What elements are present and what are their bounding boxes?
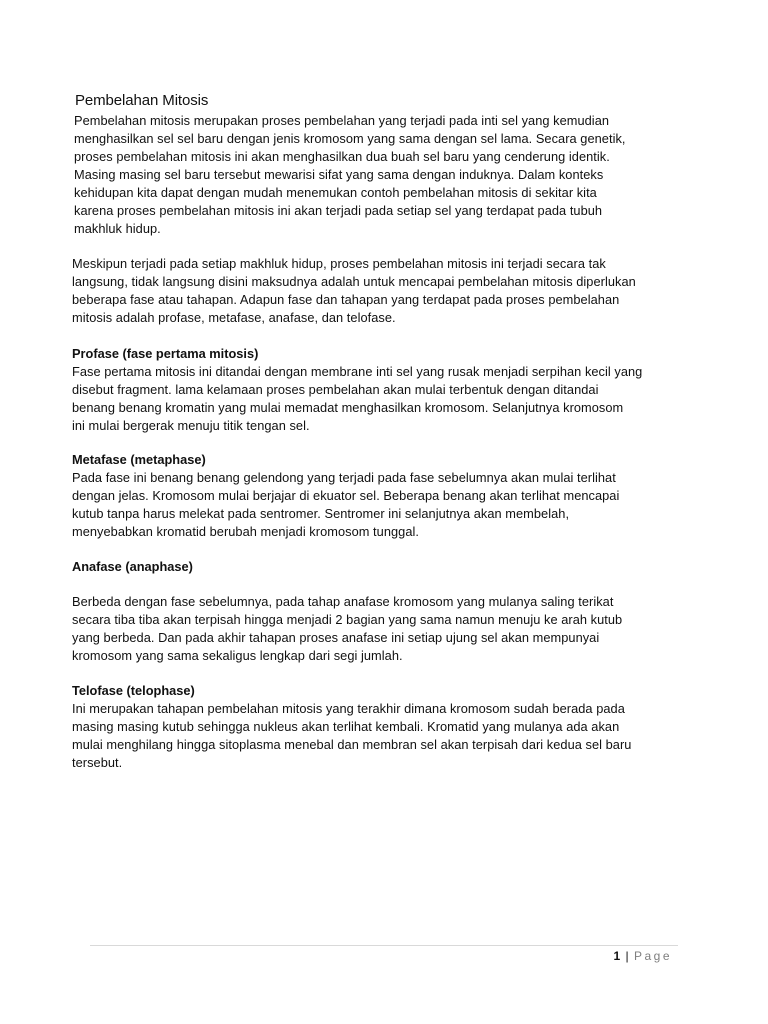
telofase-paragraph: Ini merupakan tahapan pembelahan mitosis yang terakhir dimana kromosom sudah berada pada masing masing kutub sehingga nukleus akan terlihat kembali. Kromatid yang mulanya ada akan mulai menghilang hingga sitoplasma menebal dan membran sel akan terpisah dari kedua sel baru tersebut.: [72, 701, 632, 770]
telofase-heading: Telofase (telophase): [72, 683, 195, 698]
metafase-paragraph: Pada fase ini benang benang gelendong yang terjadi pada fase sebelumnya akan mulai terlihat dengan jelas. Kromosom mulai berjajar di ekuator sel. Beberapa benang akan terlihat mencapai kutub tanpa harus melekat pada sentromer. Sentromer ini selanjutnya akan membelah, menyebabkan kromatid berubah menjadi kromosom tunggal.: [72, 470, 620, 539]
document-title: Pembelahan Mitosis: [75, 92, 209, 109]
profase-heading: Profase (fase pertama mitosis): [72, 346, 259, 361]
page-number: 1: [613, 949, 621, 963]
footer-divider: [90, 945, 678, 946]
anafase-heading: Anafase (anaphase): [72, 559, 193, 574]
anafase-paragraph: Berbeda dengan fase sebelumnya, pada tahap anafase kromosom yang mulanya saling terikat secara tiba tiba akan terpisah hingga menjadi 2 bagian yang sama namun menuju ke arah kutub yang berbeda. Dan pada akhir tahapan proses anafase ini setiap ujung sel akan mempunyai kromosom yang sama sekaligus lengkap dari segi jumlah.: [72, 594, 623, 663]
overview-paragraph: Meskipun terjadi pada setiap makhluk hidup, proses pembelahan mitosis ini terjadi secara tak langsung, tidak langsung disini maksudnya adalah untuk mencapai pembelahan mitosis diperlukan beberapa fase atau tahapan. Adapun fase dan tahapan yang terdapat pada proses pembelahan mitosis adalah profase, metafase, anafase, dan telofase.: [72, 256, 636, 325]
metafase-heading: Metafase (metaphase): [72, 452, 206, 467]
intro-paragraph: Pembelahan mitosis merupakan proses pembelahan yang terjadi pada inti sel yang kemudian menghasilkan sel sel baru dengan jenis kromosom yang sama dengan sel lama. Secara genetik, proses pembelahan mitosis ini akan menghasilkan dua buah sel baru yang cenderung identik. Masing masing sel baru tersebut mewarisi sifat yang sama dengan induknya. Dalam konteks kehidupan kita dapat dengan mudah menemukan contoh pembelahan mitosis di sekitar kita karena proses pembelahan mitosis ini akan terjadi pada setiap sel yang terdapat pada tubuh makhluk hidup.: [74, 113, 626, 236]
page-label: Page: [633, 949, 672, 963]
footer-separator: |: [625, 949, 629, 963]
page-footer: [613, 948, 672, 964]
profase-paragraph: Fase pertama mitosis ini ditandai dengan membrane inti sel yang rusak menjadi serpihan kecil yang disebut fragment. lama kelamaan proses pembelahan akan mulai terbentuk dengan ditandai benang benang kromatin yang mulai memadat menghasilkan kromosom. Selanjutnya kromosom ini mulai bergerak menuju titik tengan sel.: [72, 364, 643, 433]
